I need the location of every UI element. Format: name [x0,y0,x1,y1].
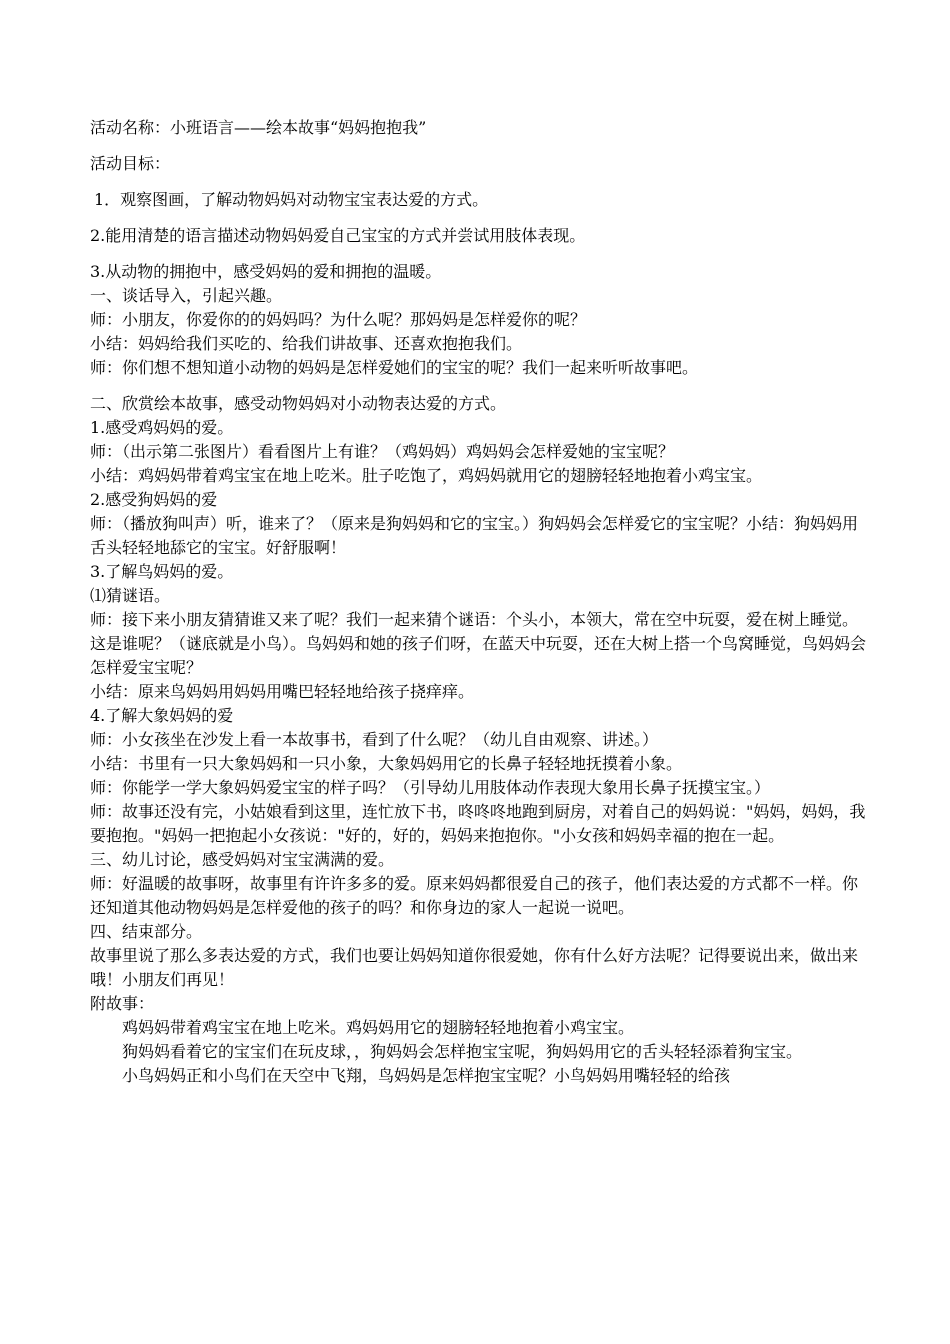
paragraph: 师：接下来小朋友猜猜谁又来了呢？我们一起来猜个谜语：个头小，本领大，常在空中玩耍，爱在树上睡觉。这是谁呢？（谜底就是小鸟）。鸟妈妈和她的孩子们呀，在蓝天中玩耍，还在大树上搭一个鸟窝睡觉，鸟妈妈会怎样爱宝宝呢？ [90,610,867,677]
paragraph: 3.了解鸟妈妈的爱。 [90,562,234,581]
paragraph: 四、结束部分。 [90,922,203,941]
paragraph: 师：（出示第二张图片）看看图片上有谁？（鸡妈妈）鸡妈妈会怎样爱她的宝宝呢？ [90,442,675,461]
paragraph: 小结：妈妈给我们买吃的、给我们讲故事、还喜欢抱抱我们。 [90,334,523,353]
paragraph: 师：（播放狗叫声）听，谁来了？（原来是狗妈妈和它的宝宝。）狗妈妈会怎样爱它的宝宝呢？小结：狗妈妈用舌头轻轻地舔它的宝宝。好舒服啊！ [90,514,859,557]
paragraph: 师：你们想不想知道小动物的妈妈是怎样爱她们的宝宝的呢？我们一起来听听故事吧。 [90,358,699,377]
paragraph: 小结：书里有一只大象妈妈和一只小象，大象妈妈用它的长鼻子轻轻地抚摸着小象。 [90,754,683,773]
paragraph: 4.了解大象妈妈的爱 [90,706,234,725]
paragraph: 故事里说了那么多表达爱的方式，我们也要让妈妈知道你很爱她，你有什么好方法呢？记得要说出来，做出来哦！小朋友们再见！ [90,946,859,989]
paragraph: 1．观察图画，了解动物妈妈对动物宝宝表达爱的方式。 [94,190,489,209]
paragraph: 2.能用清楚的语言描述动物妈妈爱自己宝宝的方式并尝试用肢体表现。 [90,226,586,245]
paragraph: 师：小朋友，你爱你的的妈妈吗？为什么呢？那妈妈是怎样爱你的呢？ [90,310,587,329]
paragraph: 师：小女孩坐在沙发上看一本故事书，看到了什么呢？（幼儿自由观察、讲述。） [90,730,659,749]
paragraph: ⑴猜谜语。 [90,586,171,605]
paragraph: 一、谈话导入，引起兴趣。 [90,286,283,305]
paragraph: 活动目标： [90,154,171,173]
paragraph: 小结：鸡妈妈带着鸡宝宝在地上吃米。肚子吃饱了，鸡妈妈就用它的翅膀轻轻地抱着小鸡宝宝。 [90,466,763,485]
paragraph: 鸡妈妈带着鸡宝宝在地上吃米。鸡妈妈用它的翅膀轻轻地抱着小鸡宝宝。 [122,1018,635,1037]
paragraph: 二、欣赏绘本故事，感受动物妈妈对小动物表达爱的方式。 [90,394,507,413]
paragraph: 三、幼儿讨论，感受妈妈对宝宝满满的爱。 [90,850,395,869]
paragraph: 附故事： [90,994,155,1013]
paragraph: 活动名称：小班语言——绘本故事“妈妈抱抱我” [90,118,427,137]
paragraph: 2.感受狗妈妈的爱 [90,490,218,509]
paragraph: 狗妈妈看着它的宝宝们在玩皮球，，狗妈妈会怎样抱宝宝呢，狗妈妈用它的舌头轻轻添着狗宝宝。 [122,1042,803,1061]
paragraph: 师：好温暖的故事呀，故事里有许许多多的爱。原来妈妈都很爱自己的孩子，他们表达爱的方式都不一样。你还知道其他动物妈妈是怎样爱他的孩子的吗？和你身边的家人一起说一说吧。 [90,874,859,917]
paragraph: 1.感受鸡妈妈的爱。 [90,418,234,437]
paragraph: 师：故事还没有完，小姑娘看到这里，连忙放下书，咚咚咚地跑到厨房，对着自己的妈妈说："妈妈，妈妈，我要抱抱。"妈妈一把抱起小女孩说："好的，好的，妈妈来抱抱你。"小女孩和妈妈幸福的抱在一起。 [90,802,866,845]
document-page [90,116,868,1088]
paragraph: 小结：原来鸟妈妈用妈妈用嘴巴轻轻地给孩子挠痒痒。 [90,682,475,701]
paragraph: 师：你能学一学大象妈妈爱宝宝的样子吗？（引导幼儿用肢体动作表现大象用长鼻子抚摸宝宝。） [90,778,771,797]
paragraph: 3.从动物的拥抱中，感受妈妈的爱和拥抱的温暖。 [90,262,442,281]
paragraph: 小鸟妈妈正和小鸟们在天空中飞翔，鸟妈妈是怎样抱宝宝呢？小鸟妈妈用嘴轻轻的给孩 [122,1066,731,1085]
